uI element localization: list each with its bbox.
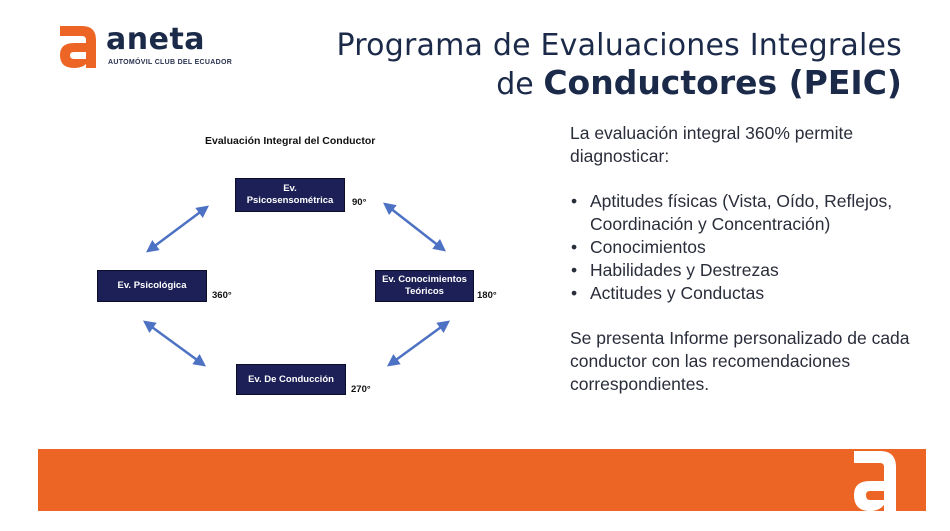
degree-180: 180° — [477, 290, 497, 301]
aptitudes-list — [570, 190, 915, 305]
arrow-top-left — [148, 207, 207, 251]
bullet-icon: • — [571, 283, 578, 303]
arrow-top-right — [385, 204, 444, 250]
arrow-bottom-right — [389, 322, 448, 365]
node-psicologica — [97, 270, 207, 302]
evaluation-diagram — [0, 0, 560, 440]
list-item-text: Actitudes y Conductas — [590, 283, 765, 303]
list-item-text: Conocimientos — [590, 237, 706, 257]
node-psicosensometrica — [235, 178, 345, 212]
title-line-1: Programa de Evaluaciones Integrales — [336, 28, 902, 63]
bullet-icon: • — [571, 260, 578, 280]
bullet-icon: • — [571, 191, 578, 211]
description-intro: La evaluación integral 360% permite diagnosticar: — [570, 123, 854, 166]
title-line-2-bold: Conductores (PEIC) — [543, 63, 902, 102]
list-item — [570, 236, 915, 259]
node-psicologica-label: Ev. Psicológica — [117, 280, 187, 291]
arrow-bottom-left — [145, 322, 204, 365]
list-item-text: Aptitudes físicas (Vista, Oído, Reflejos, Coordinación y Concentración) — [590, 191, 893, 234]
bullet-icon: • — [571, 237, 578, 257]
diagram-title: Evaluación Integral del Conductor — [205, 135, 376, 147]
footer-band — [38, 449, 926, 511]
node-conocimientos-label-1: Ev. Conocimientos — [382, 274, 467, 285]
node-conocimientos-label-2: Teóricos — [405, 286, 444, 297]
description — [570, 122, 915, 396]
node-conduccion-label: Ev. De Conducción — [248, 373, 334, 385]
list-item — [570, 190, 915, 236]
list-item — [570, 282, 915, 305]
degree-90: 90° — [352, 197, 367, 208]
title-line-2-prefix: de — [496, 67, 534, 102]
logo-wordmark: aneta — [106, 22, 206, 57]
node-conduccion — [236, 364, 346, 395]
degree-270: 270° — [351, 384, 371, 395]
logo-tagline: AUTOMÓVIL CLUB DEL ECUADOR — [108, 59, 233, 66]
node-psicosensometrica-label-1: Ev. — [283, 183, 297, 194]
degree-360: 360° — [212, 290, 232, 301]
description-closing: Se presenta Informe personalizado de cada conductor con las recomendaciones correspondientes. — [570, 328, 910, 394]
node-conocimientos-teoricos — [375, 270, 474, 302]
list-item — [570, 259, 915, 282]
aneta-mark-white-icon — [846, 449, 904, 511]
list-item-text: Habilidades y Destrezas — [590, 260, 779, 280]
node-psicosensometrica-label-2: Psicosensométrica — [246, 195, 334, 206]
